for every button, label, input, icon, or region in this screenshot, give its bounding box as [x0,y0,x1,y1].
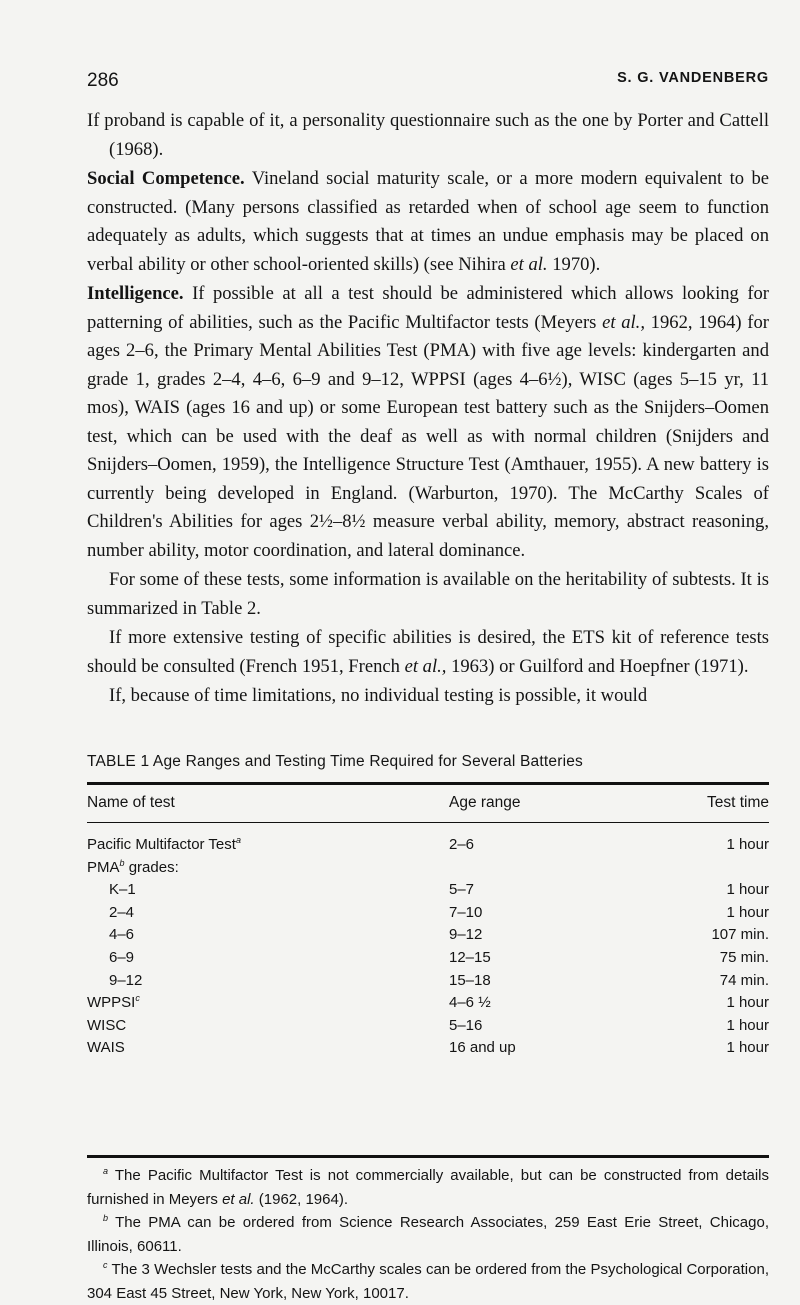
paragraph-time-limits: If, because of time limitations, no individual testing is possible, it would [109,685,648,706]
cell-test-time: 74 min. [719,971,769,989]
table-row [87,904,769,927]
cell-test-name: WISC [87,1016,127,1034]
table-caption: TABLE 1 Age Ranges and Testing Time Required for Several Batteries [87,753,583,770]
column-header-age: Age range [449,794,521,811]
table-footnotes [87,1164,769,1305]
paragraph-heritability: For some of these tests, some information is available on the heritability of subtests. It is summarized in Table 2. [87,569,769,619]
table-row [87,949,769,972]
footnote: $^a$ The Pacific Multifactor Test is not commercially available, but can be constructed from details furnished in Meyers et al. (1962, 1964). [87,1166,769,1208]
page-number: 286 [87,70,119,91]
cell-age-range: 4–6 ½ [449,994,491,1012]
table-header-rule [87,822,769,823]
cell-test-name: Pacific Multifactor Test$^a$ [87,835,241,853]
footnote: $^c$ The 3 Wechsler tests and the McCarthy scales can be ordered from the Psychological Corporation, 304 East 45 Street, New York, New York, 10017. [87,1260,769,1302]
table-row [87,994,769,1017]
cell-test-name: 4–6 [109,926,135,944]
paragraph-social-competence: Social Competence. Vineland social maturity scale, or a more modern equivalent to be constructed. (Many persons classified as retarded when of school age seem to function adequately as adults, which suggests that at times an undue emphasis may be placed on verbal ability or other school-oriented skills) (see Nihira et al. 1970). [87,168,769,275]
table-row [87,1017,769,1040]
table-row [87,881,769,904]
cell-test-name: K–1 [109,881,136,899]
table-row [87,836,769,859]
table-row [87,1039,769,1062]
cell-test-name: 6–9 [109,948,135,966]
table-top-rule [87,782,769,785]
cell-test-time: 1 hour [726,994,769,1012]
cell-age-range: 5–7 [449,881,475,899]
cell-age-range: 12–15 [449,948,491,966]
heading-social-competence: Social Competence. [87,168,245,189]
cell-test-name: 9–12 [109,971,143,989]
cell-age-range: 16 and up [449,1039,516,1057]
footnote: $^b$ The PMA can be ordered from Science Research Associates, 259 East Erie Street, Chicago, Illinois, 60611. [87,1213,769,1255]
cell-test-time: 1 hour [726,1016,769,1034]
cell-test-time: 1 hour [726,903,769,921]
paragraph-personality: If proband is capable of it, a personality questionnaire such as the one by Porter and Cattell (1968). [87,110,769,160]
column-header-time: Test time [706,794,769,811]
table-body [87,836,769,1062]
cell-age-range: 9–12 [449,926,483,944]
cell-age-range: 2–6 [449,836,475,853]
column-header-name: Name of test [87,794,175,811]
cell-test-time: 1 hour [726,1039,769,1057]
cell-test-time: 107 min. [711,926,769,944]
running-head: S. G. VANDENBERG [617,70,769,86]
cell-test-time: 75 min. [719,948,769,966]
paragraph-ets-kit: If more extensive testing of specific abilities is desired, the ETS kit of reference tests should be consulted (French 1951, French et al., 1963) or Guilford and Hoepfner (1971). [87,627,769,677]
body-text [87,107,769,712]
cell-test-name: PMA$^b$ grades: [87,857,179,876]
table-bottom-rule [87,1155,769,1158]
table-row [87,859,769,882]
cell-test-time: 1 hour [726,881,769,899]
cell-test-name: WPPSI$^c$ [87,993,140,1012]
table-row [87,972,769,995]
cell-test-name: WAIS [87,1039,125,1057]
cell-age-range: 15–18 [449,971,491,989]
cell-age-range: 5–16 [449,1016,483,1034]
cell-test-name: 2–4 [109,903,135,921]
paragraph-intelligence: Intelligence. If possible at all a test should be administered which allows looking for patterning of abilities, such as the Pacific Multifactor tests (Meyers et al., 1962, 1964) for ages 2–6, the Primary Mental Abilities Test (PMA) with five age levels: kindergarten and grade 1, grades 2–4, 4–6, 6–9 and 9–12, WPPSI (ages 4–6½), WISC (ages 5–15 yr, 11 mos), WAIS (ages 16 and up) or some European test battery such as the Snijders–Oomen test, which can be used with the deaf as well as with normal children (Snijders and Snijders–Oomen, 1959), the Intelligence Structure Test (Amthauer, 1955). A new battery is currently being developed in England. (Warburton, 1970). The McCarthy Scales of Children's Abilities for ages 2½–8½ measure verbal ability, memory, abstract reasoning, number ability, motor coordination, and lateral dominance. [87,283,769,561]
heading-intelligence: Intelligence. [87,283,184,304]
table-row [87,926,769,949]
page-header [87,70,769,94]
cell-test-time: 1 hour [726,836,769,853]
cell-age-range: 7–10 [449,903,483,921]
